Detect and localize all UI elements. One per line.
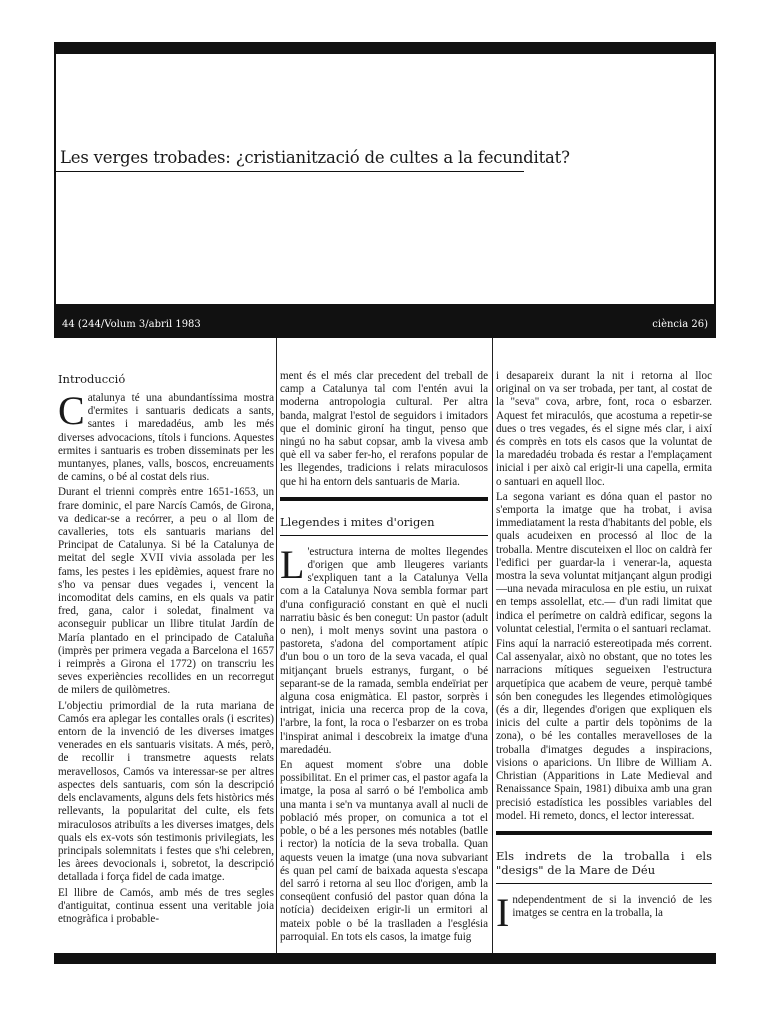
section-divider-bar <box>280 497 488 501</box>
column-1 <box>58 332 274 928</box>
title-underline <box>54 171 524 172</box>
paragraph: ment és el més clar precedent del treball de camp a Catalunya tal com l'entén avui la moderna antropologia cultural. Per altra banda, malgrat l'estol de seguidors i imitadors que el dominic gironí ha tingut, penso que ningú no ha sabut copsar, amb la vivesa amb què ell va saber fer-ho, el rerafons popular de les llegendes, tradicions i relats miraculosos que hi ha entorn dels santuaris de Maria. <box>280 370 488 488</box>
running-head-left: 44 (244/Volum 3/abril 1983 <box>62 319 201 330</box>
paragraph: En aquest moment s'obre una doble possibilitat. En el primer cas, el pastor agafa la imatge, la posa al sarró o bé l'embolica amb una manta i se'n va muntanya avall al nucli de població més proper, on comunica a tot el poble, o bé a les persones més notables (batlle i rector) la notícia de la seva troballa. Quan aquests veuen la imatge (una nova subvariant és quan pel camí de baixada aquesta s'escapa del sarró i retorna al seu lloc d'origen, amb la conseqüent confusió del pastor quan dóna la notícia) decideixen erigir-li un ermitori al mateix poble o bé la traslladen a l'església parroquial. En tots els casos, la imatge fuig <box>280 759 488 943</box>
section-heading-introduccio: Introducció <box>58 372 126 386</box>
paragraph: L'objectiu primordial de la ruta mariana de Camós era aplegar les contalles orals (i escrites) entorn de la invenció de les diverses imatges venerades en els santuaris visitats. A més, però, de recollir i transmetre aquests relats meravellosos, Camós va interessar-se per altres aspectes dels santuaris, com són la descripció dels enclavaments, alguns dels fets històrics més rellevants, la popularitat del culte, els fets miraculosos atribuïts a les diverses imatges, dels quals els ex-vots són testimonis privilegiats, les principals solemnitats i festes que s'hi celebren, les àrees devocionals i, sobretot, la descripció detallada i força fidel de cada imatge. <box>58 699 274 884</box>
paragraph: El llibre de Camós, amb més de tres segles d'antiguitat, continua essent una veritable joia etnogràfica i probable- <box>58 886 274 925</box>
drop-cap: I <box>496 889 510 935</box>
paragraph: La segona variant es dóna quan el pastor no s'emporta la imatge que ha trobat, i avisa immediatament la resta d'habitants del poble, els quals acudeixen en processó al lloc de la troballa. Mentre discuteixen el lloc on caldrà fer l'edifici per guardar-la i venerar-la, aquesta mostra la seva voluntat mitjançant algun prodigi —una nevada miraculosa en ple estiu, un ruixat en temps assolellat, etc.— d'un radi limitat que indica el perímetre on caldrà edificar, segons la voluntat celestial, l'ermita o el santuari reclamat. <box>496 490 712 635</box>
section-rule <box>496 883 712 884</box>
column-divider-1 <box>276 338 277 953</box>
column-2 <box>280 332 488 946</box>
running-head-right: ciència 26) <box>652 319 708 330</box>
article-title: Les verges trobades: ¿cristianització de cultes a la fecunditat? <box>60 148 570 167</box>
paragraph: Durant el trienni comprès entre 1651-1653, un frare dominic, el pare Narcís Camós, de Girona, va dedicar-se a recórrer, a peu o al llom de cavalleries, tots els santuaris marians del Principat de Catalunya. Si bé la Catalunya de meitat del segle XVII vivia assolada per les fams, les pestes i les epidèmies, aquest frare no s'ho va pensar dues vegades i, vencent la incomoditat dels camins, en els quals va patir fred, gana, calor i soledat, finalment va aconseguir publicar un llibre titulat Jardín de María plantado en el principado de Cataluña (imprès per primera vegada a Barcelona el 1657 i reimprès a Girona el 1772) on transcriu les seves experiències recollides en un recorregut de milers de quilòmetres. <box>58 486 274 697</box>
section-rule <box>280 535 488 536</box>
paragraph: Fins aquí la narració estereotipada més corrent. Cal assenyalar, això no obstant, que no totes les narracions mítiques segueixen l'estructura arquetípica que acabem de veure, perquè també són ben conegudes les llegendes etimològiques (és a dir, llegendes d'origen que expliquen els inicis del culte a partir dels topònims de la zona), o bé les contalles meravelloses de la troballa d'imatges degudes a inspiracions, visions o aparicions. Un llibre de William A. Christian (Apparitions in Late Medieval and Renaissance Spain, 1981) dibuixa amb una gran precisió estadística les possibles variables del model. Hi remeto, doncs, el lector interessat. <box>496 638 712 822</box>
paragraph: Independentment de si la invenció de les imatges se centra en la troballa, la <box>496 889 712 935</box>
bottom-black-bar <box>54 953 716 964</box>
paragraph: i desapareix durant la nit i retorna al lloc original on va ser trobada, per tant, al costat de la "seva" cova, arbre, font, roca o esbarzer. Aquest fet miraculós, que acostuma a repetir-se dues o tres vegades, és el signe més clar, i així és comprès en tots els casos que la voluntat de la maredadéu trobada és restar a l'emplaçament inicial i per això cal erigir-li una capella, ermita o santuari en aquell lloc. <box>496 370 712 488</box>
top-black-bar <box>54 42 716 54</box>
column-divider-2 <box>492 338 493 953</box>
left-frame-line <box>54 42 56 304</box>
column-3 <box>496 332 712 935</box>
drop-cap: L <box>280 541 305 587</box>
paragraph: Catalunya té una abundantíssima mostra d'ermites i santuaris dedicats a sants, santes i maredadéus, amb les més diverses advocacions, títols i funcions. Aquestes ermites i santuaris es troben disseminats per les muntanyes, planes, valls, boscos, encreuaments de camins, o bé al costat dels rius. <box>58 388 274 484</box>
section-heading-indrets: Els indrets de la troballa i els "desigs" de la Mare de Déu <box>496 848 712 877</box>
drop-cap: C <box>58 388 85 433</box>
page <box>54 42 716 964</box>
paragraph: L 'estructura interna de moltes llegendes d'origen que amb lleugeres variants s'expliquen tant a la Catalunya Vella com a la Catalunya Nova sembla formar part d'una configuració constant en què el nucli narratiu bàsic és ben conegut: Un pastor (adult o nen), i molt menys sovint una pastora o pastoreta, s'adona del comportament atípic d'un bou o un toro de la seva vacada, el qual mitjançant bruels estranys, furgant, o bé separant-se de la ramada, sembla endeïriat per alguna cosa enigmàtica. El pastor, sorprès i intrigat, inicia una recerca prop de la cova, l'arbre, la font, la roca o l'esbarzer on es troba l'inspirat animal i descobreix la imatge d'una maredadéu. <box>280 541 488 756</box>
section-heading-llegendes: Llegendes i mites d'origen <box>280 514 435 529</box>
section-divider-bar <box>496 831 712 835</box>
right-frame-line <box>714 42 716 304</box>
